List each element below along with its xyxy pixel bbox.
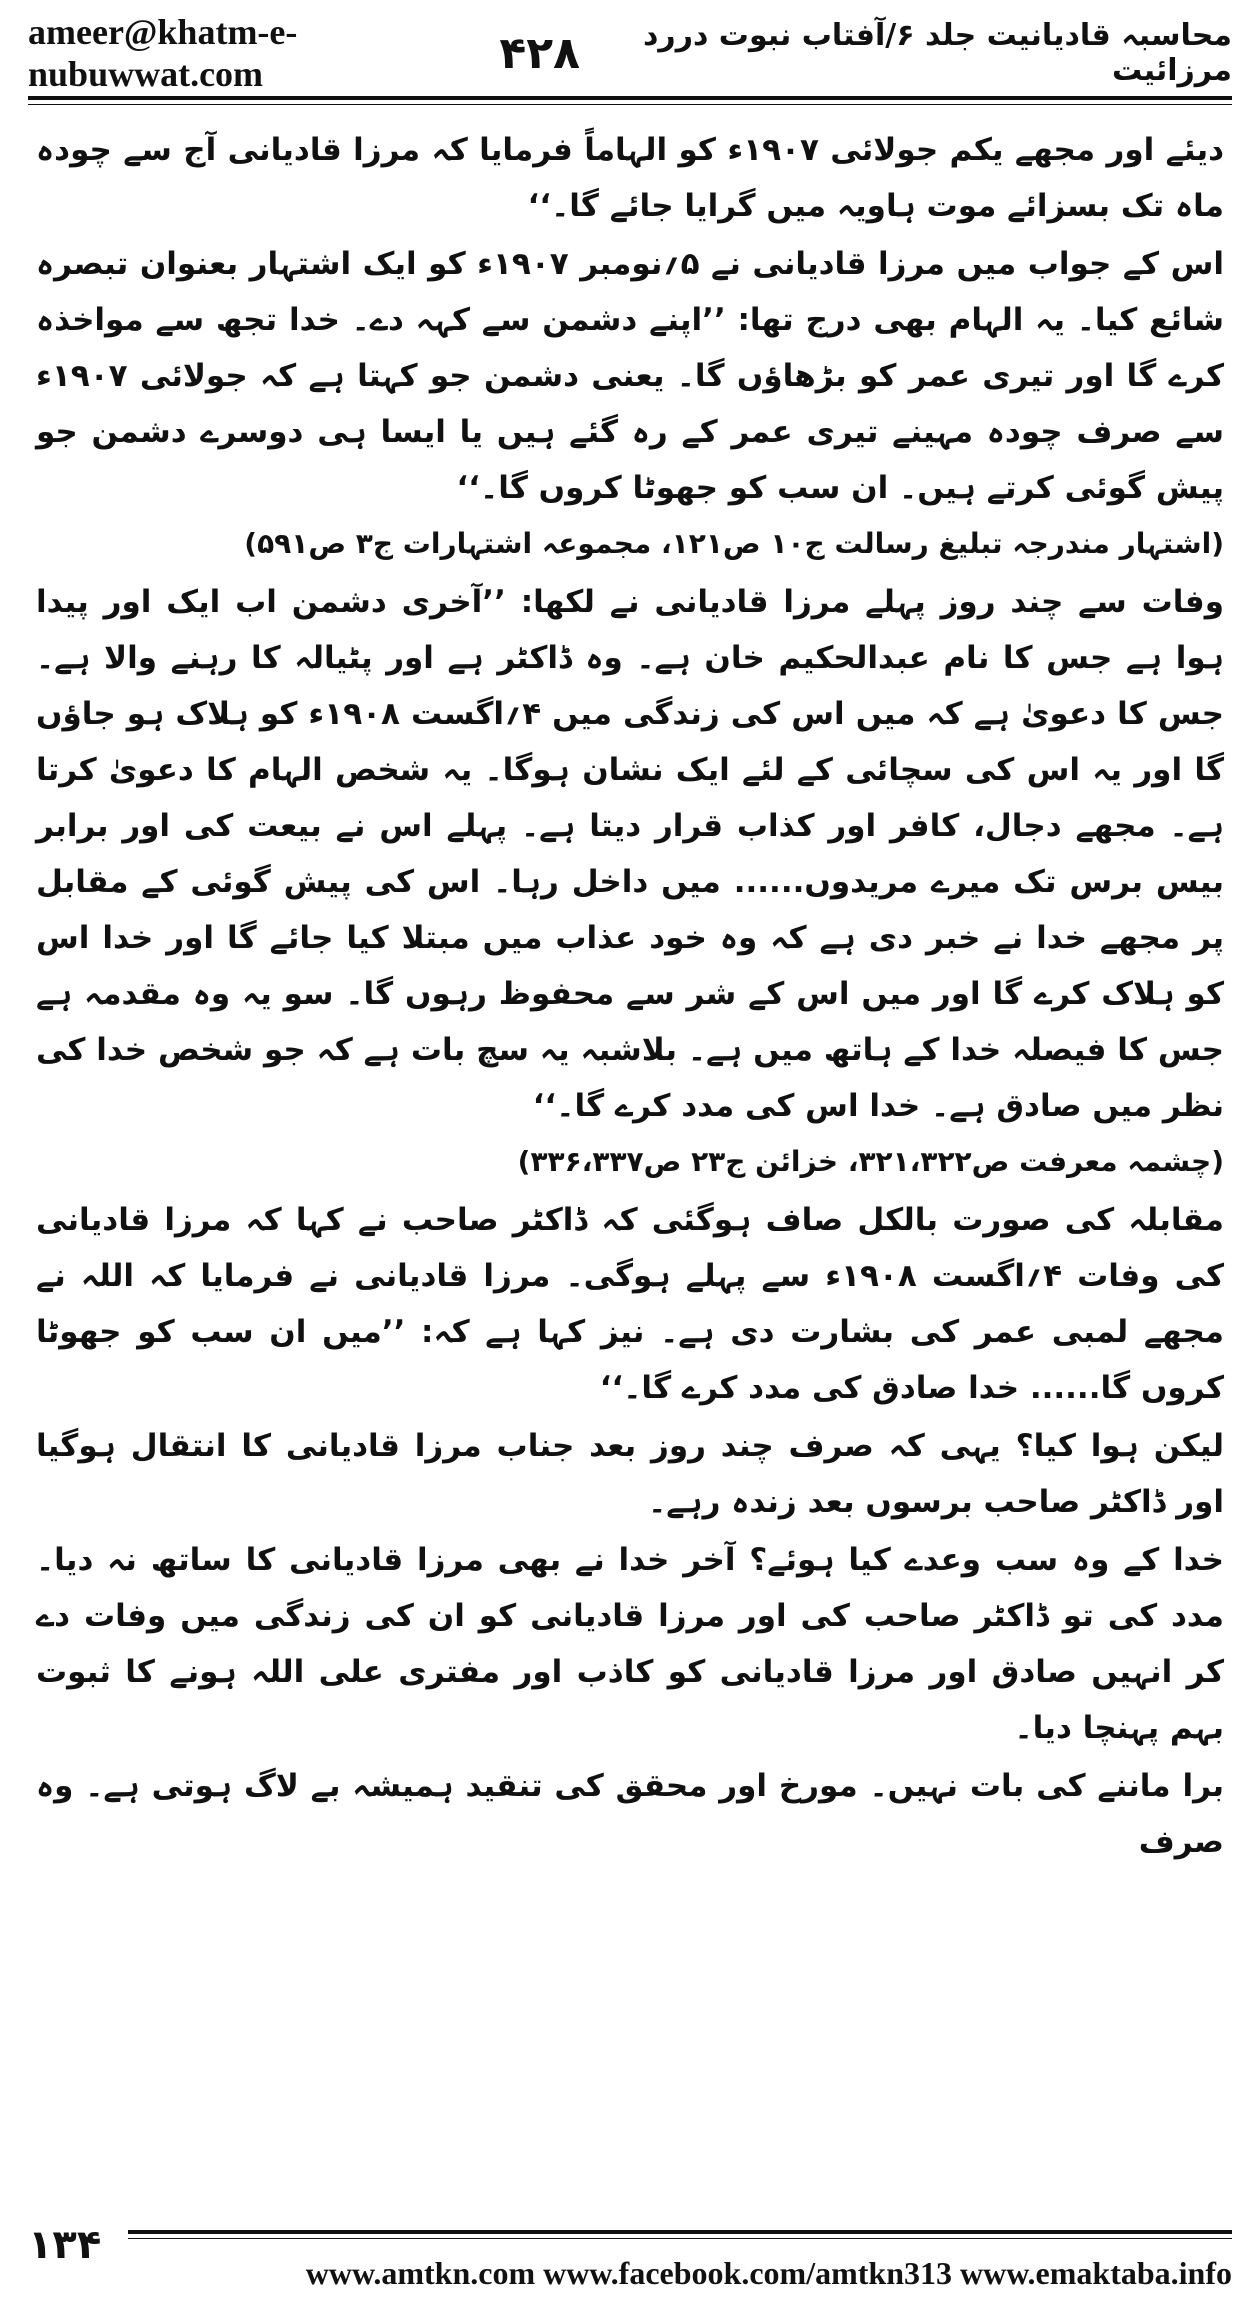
page-header — [28, 12, 1232, 94]
paragraph: اس کے جواب میں مرزا قادیانی نے ۵؍نومبر ۱۹۰۷ء کو ایک اشتہار بعنوان تبصرہ شائع کیا۔ یہ الہام بھی درج تھا: ’’اپنے دشمن سے کہہ دے۔ خدا تجھ سے مواخذہ کرے گا اور تیری عمر کو بڑھاؤں گا۔ یعنی دشمن جو کہتا ہے کہ جولائی ۱۹۰۷ء سے صرف چودہ مہینے تیری عمر کے رہ گئے ہیں یا ایسا ہی دوسرے دشمن جو پیش گوئی کرتے ہیں۔ ان سب کو جھوٹا کروں گا۔‘‘ — [36, 246, 1224, 506]
footer-urls[interactable]: www.amtkn.com www.facebook.com/amtkn313 www.emaktaba.info — [305, 2255, 1232, 2291]
footer-rule — [128, 2230, 1232, 2234]
footer-page-number: ۱۳۴ — [28, 2222, 102, 2268]
paragraph: دیئے اور مجھے یکم جولائی ۱۹۰۷ء کو الہاماً فرمایا کہ مرزا قادیانی آج سے چودہ ماہ تک بسزائے موت ہاویہ میں گرایا جائے گا۔‘‘ — [36, 132, 1224, 224]
running-title: محاسبہ قادیانیت جلد ۶/آفتاب نبوت دررد مرزائیت — [643, 18, 1232, 88]
paragraph: برا ماننے کی بات نہیں۔ مورخ اور محقق کی تنقید ہمیشہ بے لاگ ہوتی ہے۔ وہ صرف — [36, 1768, 1224, 1860]
footer-rule-thin — [128, 2238, 1232, 2239]
paragraph: خدا کے وہ سب وعدے کیا ہوئے؟ آخر خدا نے بھی مرزا قادیانی کا ساتھ نہ دیا۔ مدد کی تو ڈاکٹر صاحب کی اور مرزا قادیانی کو ان کی زندگی میں وفات دے کر انہیں صادق اور مرزا قادیانی کو کاذب اور مفتری علی اللہ ہونے کا ثبوت بہم پہنچا دیا۔ — [36, 1542, 1224, 1746]
paragraph: لیکن ہوا کیا؟ یہی کہ صرف چند روز بعد جناب مرزا قادیانی کا انتقال ہوگیا اور ڈاکٹر صاحب برسوں بعد زندہ رہے۔ — [36, 1428, 1224, 1520]
citation: (چشمہ معرفت ص۳۲۱،۳۲۲، خزائن ج۲۳ ص۳۳۶،۳۳۷) — [517, 1145, 1224, 1178]
page-body — [36, 122, 1224, 2180]
header-page-number: ۴۲۸ — [499, 27, 580, 79]
paragraph: مقابلہ کی صورت بالکل صاف ہوگئی کہ ڈاکٹر صاحب نے کہا کہ مرزا قادیانی کی وفات ۴؍اگست ۱۹۰۸ء سے پہلے ہوگی۔ مرزا قادیانی نے فرمایا کہ اللہ نے مجھے لمبی عمر کی بشارت دی ہے۔ نیز کہا ہے کہ: ’’میں ان سب کو جھوٹا کروں گا...... خدا صادق کی مدد کرے گا۔‘‘ — [36, 1202, 1224, 1406]
header-left — [28, 11, 580, 95]
header-rule-thin — [28, 104, 1232, 105]
paragraph: وفات سے چند روز پہلے مرزا قادیانی نے لکھا: ’’آخری دشمن اب ایک اور پیدا ہوا ہے جس کا نام عبدالحکیم خان ہے۔ وہ ڈاکٹر ہے اور پٹیالہ کا رہنے والا ہے۔ جس کا دعویٰ ہے کہ میں اس کی زندگی میں ۴؍اگست ۱۹۰۸ء کو ہلاک ہو جاؤں گا اور یہ اس کی سچائی کے لئے ایک نشان ہوگا۔ یہ شخص الہام کا دعویٰ کرتا ہے۔ مجھے دجال، کافر اور کذاب قرار دیتا ہے۔ پہلے اس نے بیعت کی اور برابر بیس برس تک میرے مریدوں...... میں داخل رہا۔ اس کی پیش گوئی کے مقابل پر مجھے خدا نے خبر دی ہے کہ وہ خود عذاب میں مبتلا کیا جائے گا اور خدا اس کو ہلاک کرے گا اور میں اس کے شر سے محفوظ رہوں گا۔ سو یہ وہ مقدمہ ہے جس کا فیصلہ خدا کے ہاتھ میں ہے۔ بلاشبہ یہ سچ بات ہے کہ جو شخص خدا کی نظر میں صادق ہے۔ خدا اس کی مدد کرے گا۔‘‘ — [36, 584, 1224, 1124]
citation: (اشتہار مندرجہ تبلیغ رسالت ج۱۰ ص۱۲۱، مجموعہ اشتہارات ج۳ ص۵۹۱) — [244, 527, 1224, 560]
header-rule — [28, 96, 1232, 100]
header-email[interactable]: ameer@khatm-e-nubuwwat.com — [28, 12, 298, 94]
page-footer — [28, 2222, 1232, 2292]
